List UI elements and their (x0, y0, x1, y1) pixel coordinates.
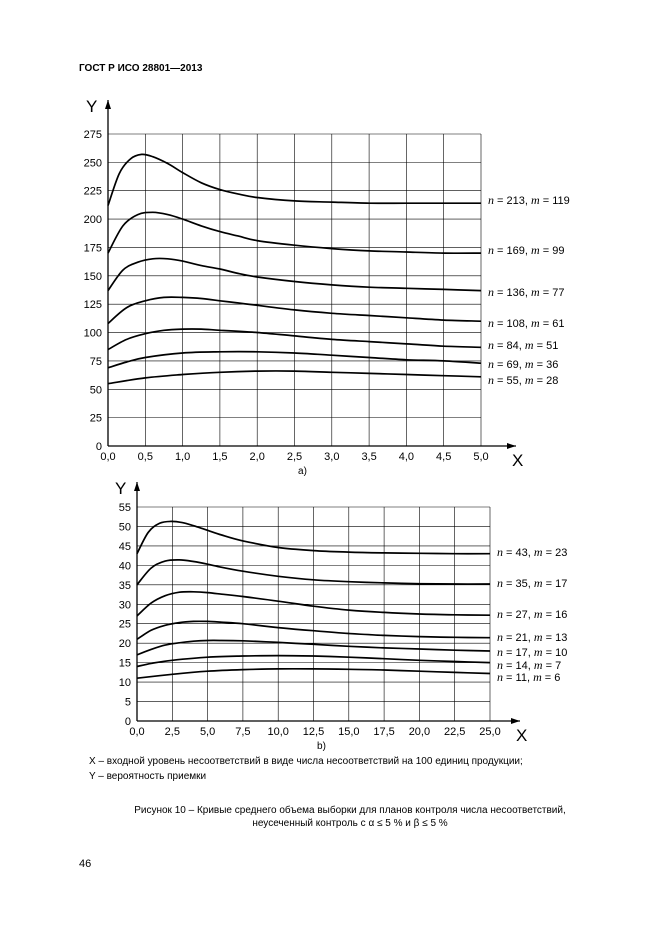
series-label: n = 84, m = 51 (488, 338, 559, 352)
y-tick-label: 225 (83, 185, 102, 198)
y-axis-label: Y (115, 479, 127, 498)
series-label: n = 17, m = 10 (497, 645, 568, 659)
y-tick-label: 125 (83, 299, 102, 312)
caption-line-1: Рисунок 10 – Кривые среднего объема выборки для планов контроля числа несоответствий, (134, 805, 566, 816)
y-tick-label: 40 (118, 560, 131, 573)
x-axis-label: X (516, 726, 528, 745)
x-tick-label: 5,0 (199, 726, 216, 738)
x-tick-label: 0,5 (137, 451, 153, 463)
y-tick-label: 30 (118, 599, 131, 612)
y-tick-label: 15 (118, 657, 131, 670)
series-label: n = 11, m = 6 (497, 670, 561, 684)
series-label: n = 27, m = 16 (497, 607, 568, 621)
y-tick-label: 5 (124, 696, 131, 709)
y-axis-label: Y (86, 97, 98, 116)
x-axis-arrow (507, 443, 516, 449)
y-tick-label: 55 (118, 502, 131, 514)
y-tick-label: 25 (89, 412, 102, 425)
x-tick-label: 2,5 (164, 726, 180, 738)
x-tick-label: 1,0 (174, 451, 191, 463)
y-tick-label: 25 (118, 618, 131, 631)
series-label: n = 21, m = 13 (497, 630, 568, 644)
x-tick-label: 3,0 (324, 451, 340, 463)
series-label: n = 69, m = 36 (488, 357, 559, 371)
series-label: n = 55, m = 28 (488, 373, 559, 387)
y-tick-label: 10 (118, 677, 131, 690)
y-tick-label: 75 (89, 355, 102, 368)
x-tick-label: 22,5 (443, 726, 466, 738)
chart-a (0, 90, 661, 480)
y-tick-label: 150 (83, 270, 102, 283)
x-tick-label: 15,0 (338, 726, 360, 738)
document-header: ГОСТ Р ИСО 28801—2013 (79, 63, 203, 74)
series-label: n = 213, m = 119 (488, 193, 570, 207)
y-tick-label: 275 (83, 129, 102, 141)
x-tick-label: 2,5 (286, 451, 303, 463)
chart-b (0, 470, 661, 760)
x-tick-label: 1,5 (212, 451, 228, 463)
x-tick-label: 7,5 (235, 726, 251, 738)
panel-label: b) (317, 741, 326, 752)
legend-y-description: Y – вероятность приемки (89, 771, 207, 782)
grid (108, 134, 481, 446)
series-label: n = 108, m = 61 (488, 316, 565, 330)
y-tick-label: 50 (89, 384, 102, 397)
y-axis-arrow (134, 482, 140, 491)
legend-x-description: X – входной уровень несоответствий в виде числа несоответствий на 100 единиц продукции; (89, 756, 523, 767)
x-tick-label: 4,5 (436, 451, 452, 463)
x-tick-label: 17,5 (373, 726, 395, 738)
y-tick-label: 250 (83, 157, 102, 170)
y-tick-label: 175 (83, 242, 102, 255)
series-label: n = 14, m = 7 (497, 658, 562, 672)
caption-line-2: неусеченный контроль с α ≤ 5 % и β ≤ 5 % (252, 818, 448, 829)
x-axis-label: X (512, 451, 524, 470)
y-tick-label: 35 (118, 579, 131, 592)
x-axis-arrow (511, 718, 520, 724)
x-tick-label: 5,0 (473, 451, 489, 463)
y-tick-label: 20 (118, 638, 131, 651)
y-tick-label: 200 (83, 214, 102, 227)
y-tick-label: 0 (95, 441, 102, 453)
x-tick-label: 12,5 (302, 726, 325, 738)
x-tick-label: 0,0 (129, 726, 145, 738)
series-label: n = 43, m = 23 (497, 545, 568, 559)
series-label: n = 169, m = 99 (488, 243, 565, 257)
series-label: n = 136, m = 77 (488, 285, 565, 299)
x-tick-label: 25,0 (479, 726, 501, 738)
x-tick-label: 20,0 (408, 726, 431, 738)
x-tick-label: 3,5 (361, 451, 377, 463)
page-number: 46 (79, 858, 92, 870)
x-tick-label: 10,0 (267, 726, 289, 738)
y-tick-label: 0 (124, 716, 131, 728)
y-tick-label: 100 (83, 327, 102, 340)
figure-caption (80, 804, 620, 830)
y-tick-label: 50 (118, 521, 131, 534)
x-tick-label: 2,0 (249, 451, 265, 463)
x-tick-label: 4,0 (398, 451, 415, 463)
series-label: n = 35, m = 17 (497, 576, 568, 590)
y-tick-label: 45 (118, 540, 131, 553)
y-axis-arrow (105, 100, 111, 109)
x-tick-label: 0,0 (100, 451, 116, 463)
figure-legend (89, 754, 523, 784)
panel-label: a) (298, 466, 307, 477)
